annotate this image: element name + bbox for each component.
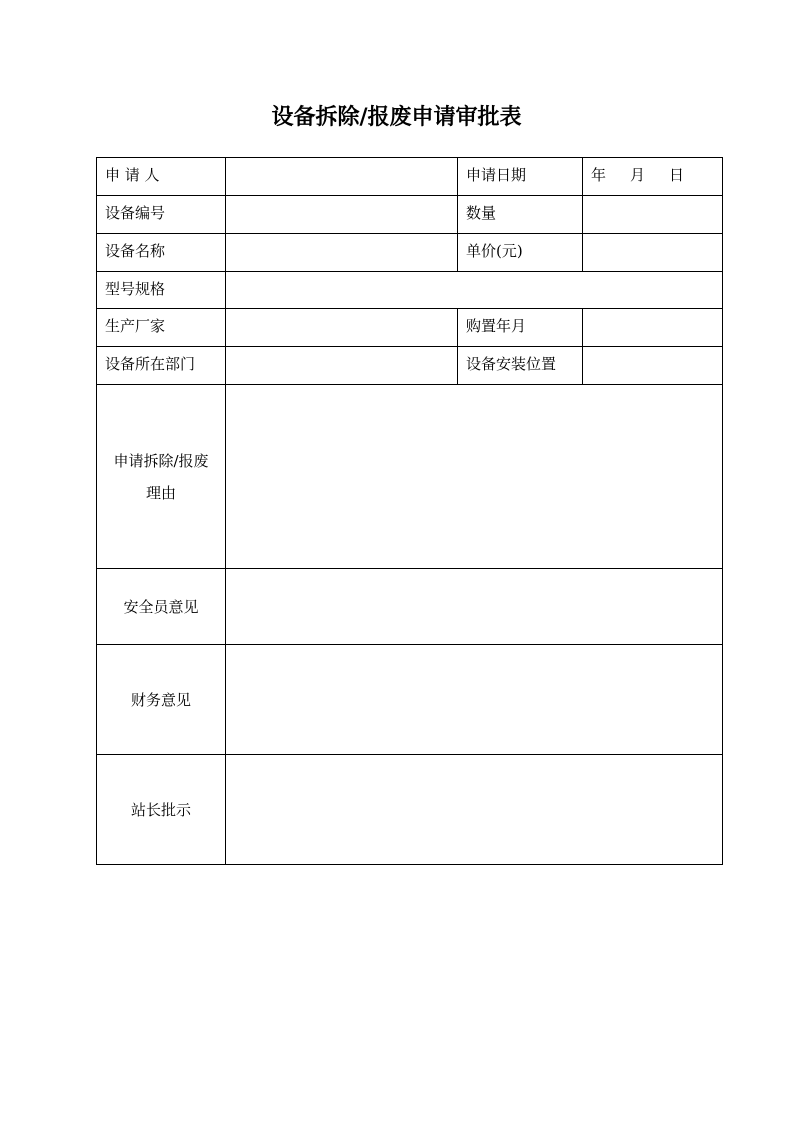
label-model: 型号规格: [97, 272, 226, 309]
label-finance-opinion: 财务意见: [97, 645, 226, 755]
field-manufacturer[interactable]: [226, 309, 458, 347]
field-device-name[interactable]: [226, 234, 458, 272]
label-purchase-date: 购置年月: [458, 309, 583, 347]
label-director-approval: 站长批示: [97, 755, 226, 865]
field-reason[interactable]: [226, 385, 723, 569]
label-manufacturer: 生产厂家: [97, 309, 226, 347]
label-department: 设备所在部门: [97, 347, 226, 385]
label-device-name: 设备名称: [97, 234, 226, 272]
page-title: 设备拆除/报废申请审批表: [271, 105, 522, 130]
label-device-no: 设备编号: [97, 196, 226, 234]
date-month: 月: [630, 166, 646, 184]
date-day: 日: [669, 166, 685, 184]
label-apply-date: 申请日期: [458, 158, 583, 196]
label-safety-opinion: 安全员意见: [97, 569, 226, 645]
approval-form-table: [96, 157, 723, 865]
date-year: 年: [591, 166, 607, 184]
field-install-location[interactable]: [583, 347, 723, 385]
field-apply-date[interactable]: [583, 158, 723, 196]
field-finance-opinion[interactable]: [226, 645, 723, 755]
field-safety-opinion[interactable]: [226, 569, 723, 645]
label-reason: 申请拆除/报废理由: [97, 385, 226, 569]
field-applicant[interactable]: [226, 158, 458, 196]
field-unit-price[interactable]: [583, 234, 723, 272]
field-purchase-date[interactable]: [583, 309, 723, 347]
field-device-no[interactable]: [226, 196, 458, 234]
label-install-location: 设备安装位置: [458, 347, 583, 385]
field-director-approval[interactable]: [226, 755, 723, 865]
label-quantity: 数量: [458, 196, 583, 234]
field-quantity[interactable]: [583, 196, 723, 234]
label-unit-price: 单价(元): [458, 234, 583, 272]
field-department[interactable]: [226, 347, 458, 385]
field-model[interactable]: [226, 272, 723, 309]
label-applicant: 申 请 人: [97, 158, 226, 196]
